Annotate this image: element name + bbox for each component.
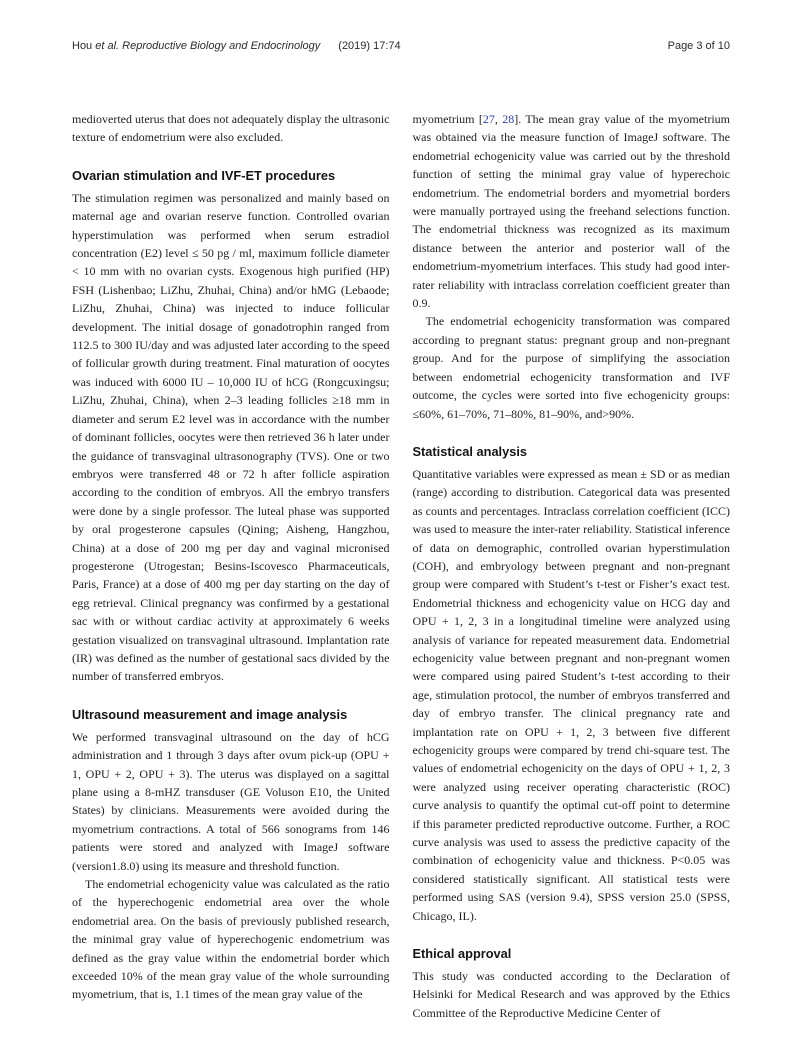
paragraph-text: myometrium [ xyxy=(412,112,483,126)
paragraph-ovarian-stimulation: The stimulation regimen was personalized and mainly based on maternal age and ovarian reserve function. Controlled ovarian hyperstimulation was performed when serum estradiol concentration (E2) level ≤ 50 pg / ml, maximum follicle diameter < 10 mm with no ovarian cysts. Exogenous high purified (HP) FSH (Lishenbao; LiZhu, Zhuhai, China) and/or hMG (Lebaode; LiZhu, Zhuhai, China) was injected to induce follicular development. The initial dosage of gonadotrophin ranged from 112.5 to 300 IU/day and was adjusted later according to the speed of follicular growth during treatment. Final maturation of oocytes was induced with 6000 IU – 10,000 IU of hCG (Rongcuxingsu; LiZhu, Zhuhai, China), when 2–3 leading follicles ≥18 mm in diameter and serum E2 level was in accordance with the number of dominant follicles, oocytes were then retrieved 36 h later under the guidance of transvaginal ultrasonography (TVS). One or two embryos were transferred 48 or 72 h after follicle aspiration according to the condition of embryos. All the embryo transfers were done by a single professor. The luteal phase was supported by oral progesterone capsules (Qining; Aisheng, Hangzhou, China) at a dose of 200 mg per day and vaginal micronised progesterone (Utrogestan; Besins-Iscovesco Pharmaceuticals, Paris, France) at a dose of 400 mg per day starting on the day of egg retrieval. Clinical pregnancy was confirmed by a gestational sac with or without cardiac activity at approximately 6 weeks gestation visualized on transvaginal ultrasound. Implantation rate (IR) was defined as the number of gestational sacs divided by the number of transferred embryos. xyxy=(72,190,390,684)
paragraph-continuation: medioverted uterus that does not adequately display the ultrasonic texture of endometrium were also excluded. xyxy=(72,112,390,145)
journal-citation xyxy=(72,40,401,52)
paragraph-ultrasound-2: The endometrial echogenicity value was calculated as the ratio of the hyperechogenic endometrial area over the whole endometrial area. On the basis of previously published research, the minimal gray value of hyperechogenic endometrium was defined as the gray value within the endometrial border which exceeded 10% of the mean gray value of the whole surrounding myometrium, that is, 1.1 times of the mean gray value of the xyxy=(72,877,390,1002)
reference-link-28[interactable]: 28 xyxy=(502,112,515,126)
citation-journal-title: et al. Reproductive Biology and Endocrinology xyxy=(95,40,321,52)
paragraph-text: ]. The mean gray value of the myometrium was obtained via the measure function of ImageJ software. The endometrial echogenicity value was carried out by the threshold function of setting the minimal gray value of hyperechoic endometrium. The endometrial borders and myometrial borders were manually portrayed using the freehand selections function. The endometrial thickness was recognized as its maximum distance between the anterior and posterior wall of the endometrium-myometrium interfaces. This study had good inter-rater reliability with intraclass correlation coefficient greater than 0.9. xyxy=(412,112,731,311)
page-header xyxy=(72,40,730,52)
section-heading-ovarian-stimulation: Ovarian stimulation and IVF-ET procedures xyxy=(72,167,336,183)
left-column xyxy=(72,110,390,1022)
reference-link-27[interactable]: 27 xyxy=(482,112,495,126)
paragraph-echogenicity-transformation: The endometrial echogenicity transformation was compared according to pregnant status: pregnant group and non-pregnant group. And for the purpose of simplifying the association between endometrial echogenicity transformation and IVF outcome, the cycles were sorted into five echogenicity groups: ≤60%, 61–70%, 71–80%, 81–90%, and>90%. xyxy=(412,314,730,421)
paragraph-myometrium xyxy=(413,110,731,312)
citation-author: Hou xyxy=(72,40,96,52)
citation-volume: (2019) 17:74 xyxy=(338,40,401,52)
article-body xyxy=(72,110,730,1022)
paragraph-statistical-analysis: Quantitative variables were expressed as mean ± SD or as median (range) according to distribution. Categorical data was presented as counts and percentages. Intraclass correlation coefficient (ICC) was used to measure the inter-rater reliability. Statistical inference of data on demographic, controlled ovarian hyperstimulation (COH), and embryology between pregnant and non-pregnant group were compared with Student’s t-test or Fisher’s exact test. Endometrial thickness and echogenicity value on HCG day and OPU + 1, 2, 3 in a longitudinal timeline were analyzed using analysis of variance for repeated measurement data. Endometrial echogenicity value between pregnant and non-pregnant women were compared using paired Student’s t-test according to their age, stimulation protocol, the number of embryos transferred and day of embryo transfer. The clinical pregnancy rate and implantation rate on OPU + 1, 2, 3 between five different echogenicity groups were compared by trend chi-square test. The values of endometrial echogenicity on the days of OPU + 1, 2, 3 were analyzed using receiver operating characteristic (ROC) curve analysis to quantify the optimal cut-off point to determine if this parameter predicted reproductive outcome. Further, a ROC curve analysis was used to assess the predictive capacity of the combination of echogenicity value and thickness. P<0.05 was considered statistically significant. All statistical tests were performed using SAS (version 9.4), SPSS version 25.0 (SPSS, Chicago, IL). xyxy=(412,466,730,923)
section-heading-ethical-approval: Ethical approval xyxy=(412,946,512,962)
paragraph-ultrasound-1: We performed transvaginal ultrasound on the day of hCG administration and 1 through 3 days after ovum pick-up (OPU + 1, OPU + 2, OPU + 3). The uterus was displayed on a sagittal plane using a 8-mHZ transduser (GE Voluson E10, the United States) by clinicians. Measurements were avoided during the myometrium contractions. A total of 566 sonograms from 146 patients were stored and analyzed with ImageJ software (version1.8.0) using its measure and threshold function. xyxy=(72,729,390,873)
paragraph-ethical-approval: This study was conducted according to the Declaration of Helsinki for Medical Research and was approved by the Ethics Committee of the Reproductive Medicine Center of xyxy=(412,969,730,1020)
page-number: Page 3 of 10 xyxy=(667,40,730,52)
reference-separator: , xyxy=(494,112,503,126)
section-heading-ultrasound-measurement: Ultrasound measurement and image analysis xyxy=(72,706,348,722)
right-column xyxy=(413,110,731,1022)
section-heading-statistical-analysis: Statistical analysis xyxy=(412,443,528,459)
